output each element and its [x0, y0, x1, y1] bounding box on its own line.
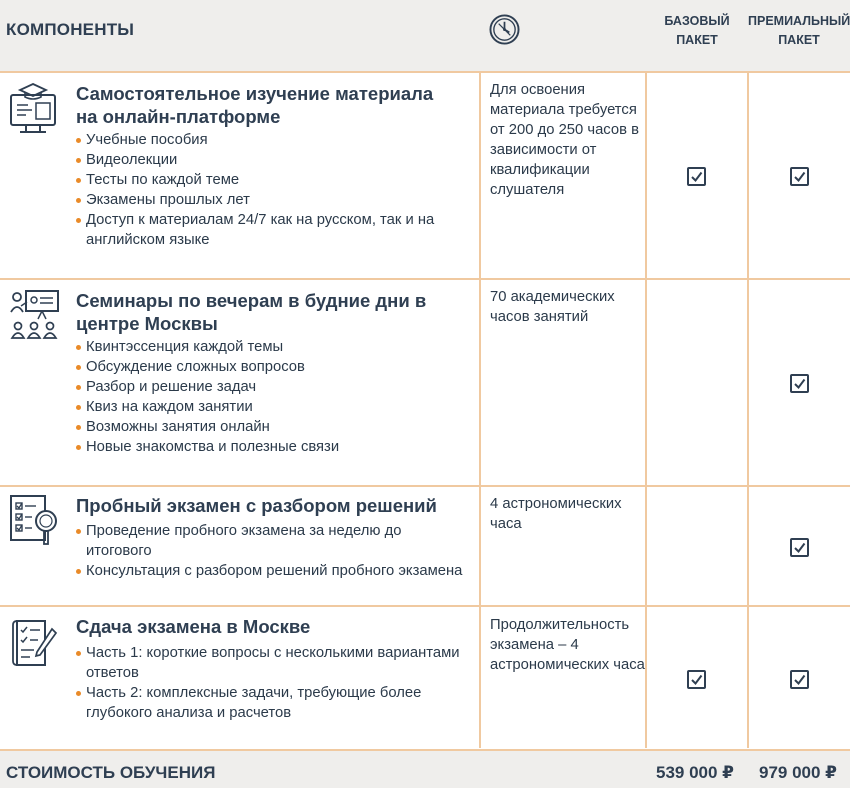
duration-text: Продолжительность экзамена – 4 астрономических часа: [490, 617, 645, 673]
table-row-final-exam: [0, 607, 850, 751]
list-item: Квинтэссенция каждой темы: [76, 337, 466, 357]
duration-text: Для освоения материала требуется от 200 до 250 часов в зависимости от квалификации слушателя: [490, 82, 639, 198]
feature-list: [76, 643, 466, 723]
exam-review-icon: [8, 493, 62, 549]
components-header: КОМПОНЕНТЫ: [6, 20, 135, 39]
table-header: [0, 0, 850, 73]
list-item: Возможны занятия онлайн: [76, 417, 466, 437]
table-row-seminars: [0, 280, 850, 487]
premium-included-checkbox: [790, 538, 809, 557]
clock-icon: [489, 14, 520, 45]
basic-package-header: БАЗОВЫЙ ПАКЕТ: [664, 14, 730, 47]
feature-list: [76, 130, 466, 250]
list-item: Разбор и решение задач: [76, 377, 466, 397]
basic-price: 539 000 ₽: [656, 763, 735, 782]
premium-included-checkbox: [790, 374, 809, 393]
basic-included-checkbox: [687, 670, 706, 689]
row-title: Пробный экзамен с разбором решений: [76, 495, 437, 516]
list-item: Новые знакомства и полезные связи: [76, 437, 466, 457]
online-learning-icon: [8, 81, 62, 137]
list-item: Квиз на каждом занятии: [76, 397, 466, 417]
list-item: Консультация с разбором решений пробного экзамена: [76, 561, 466, 581]
duration-text: 70 академических часов занятий: [490, 289, 615, 325]
list-item: Проведение пробного экзамена за неделю до итогового: [76, 521, 466, 561]
row-title: Сдача экзамена в Москве: [76, 616, 311, 637]
price-footer: [0, 751, 850, 788]
list-item: Учебные пособия: [76, 130, 466, 150]
feature-list: [76, 521, 466, 581]
exam-checklist-icon: [8, 615, 62, 671]
list-item: Доступ к материалам 24/7 как на русском, так и на английском языке: [76, 210, 466, 250]
table-row-online-platform: [0, 73, 850, 280]
list-item: Экзамены прошлых лет: [76, 190, 466, 210]
table-row-mock-exam: [0, 487, 850, 607]
premium-price: 979 000 ₽: [759, 763, 838, 782]
premium-included-checkbox: [790, 670, 809, 689]
seminar-icon: [8, 288, 62, 344]
basic-included-checkbox: [687, 167, 706, 186]
feature-list: [76, 337, 466, 457]
premium-included-checkbox: [790, 167, 809, 186]
list-item: Обсуждение сложных вопросов: [76, 357, 466, 377]
row-title: Семинары по вечерам в будние дни в центре Москвы: [76, 290, 427, 334]
row-title: Самостоятельное изучение материала на онлайн-платформе: [76, 83, 434, 127]
list-item: Часть 2: комплексные задачи, требующие более глубокого анализа и расчетов: [76, 683, 466, 723]
list-item: Тесты по каждой теме: [76, 170, 466, 190]
list-item: Часть 1: короткие вопросы с несколькими вариантами ответов: [76, 643, 466, 683]
premium-package-header: ПРЕМИАЛЬНЫЙ ПАКЕТ: [748, 14, 850, 47]
duration-text: 4 астрономических часа: [490, 496, 622, 532]
list-item: Видеолекции: [76, 150, 466, 170]
price-label: СТОИМОСТЬ ОБУЧЕНИЯ: [6, 763, 216, 782]
